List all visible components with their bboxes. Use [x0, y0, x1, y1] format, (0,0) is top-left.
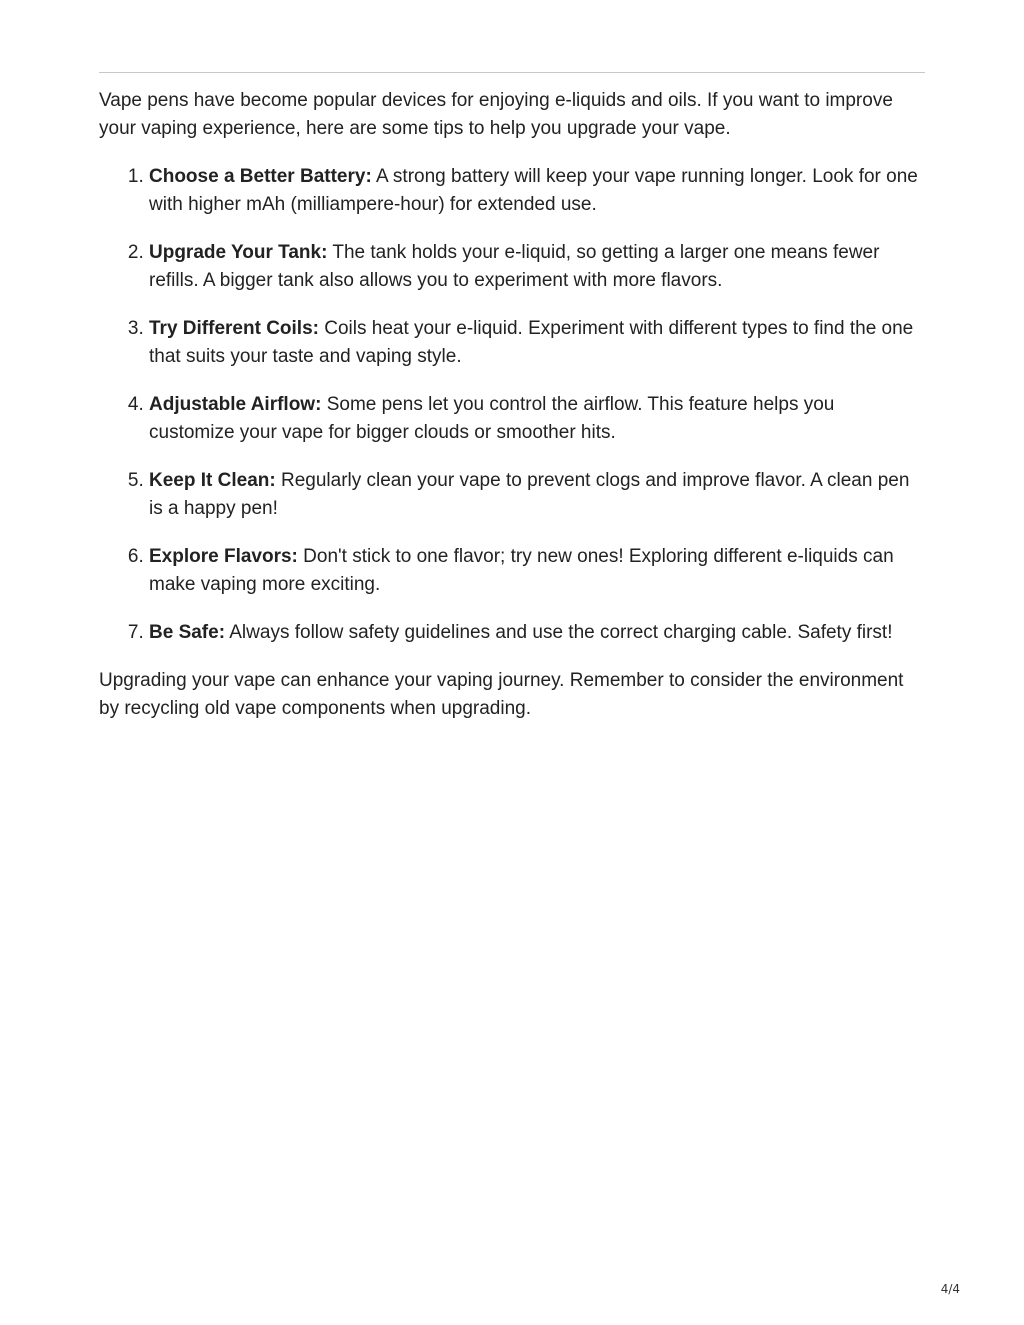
intro-paragraph: Vape pens have become popular devices for enjoying e-liquids and oils. If you want to improve your vaping experience, here are some tips to help you upgrade your vape. — [99, 90, 893, 139]
list-item — [149, 543, 925, 599]
tips-list — [99, 163, 925, 647]
tip-title: Be Safe: — [149, 622, 226, 643]
tip-title: Upgrade Your Tank: — [149, 242, 328, 263]
tip-text: Don't stick to one flavor; try new ones! Exploring different e-liquids can make vaping more exciting. — [149, 546, 894, 595]
list-item — [149, 163, 925, 219]
tip-text: Coils heat your e-liquid. Experiment with different types to find the one that suits your taste and vaping style. — [149, 318, 914, 367]
tip-title: Choose a Better Battery: — [149, 166, 372, 187]
tip-text: Some pens let you control the airflow. This feature helps you customize your vape for bigger clouds or smoother hits. — [149, 394, 835, 443]
tip-text: Always follow safety guidelines and use the correct charging cable. Safety first! — [225, 622, 893, 643]
top-divider — [99, 72, 925, 73]
tip-text: Regularly clean your vape to prevent clogs and improve flavor. A clean pen is a happy pen! — [149, 470, 910, 519]
tip-title: Keep It Clean: — [149, 470, 276, 491]
document-body — [99, 72, 925, 723]
outro-paragraph: Upgrading your vape can enhance your vaping journey. Remember to consider the environment by recycling old vape components when upgrading. — [99, 670, 904, 719]
tip-text: A strong battery will keep your vape running longer. Look for one with higher mAh (milliampere-hour) for extended use. — [149, 166, 918, 215]
page-number: 4/4 — [940, 1282, 960, 1296]
tip-text: The tank holds your e-liquid, so getting a larger one means fewer refills. A bigger tank also allows you to experiment with more flavors. — [149, 242, 880, 291]
tip-title: Try Different Coils: — [149, 318, 319, 339]
tip-title: Adjustable Airflow: — [149, 394, 322, 415]
list-item — [149, 315, 925, 371]
list-item — [149, 467, 925, 523]
list-item — [149, 239, 925, 295]
list-item — [149, 619, 925, 647]
tip-title: Explore Flavors: — [149, 546, 298, 567]
list-item — [149, 391, 925, 447]
